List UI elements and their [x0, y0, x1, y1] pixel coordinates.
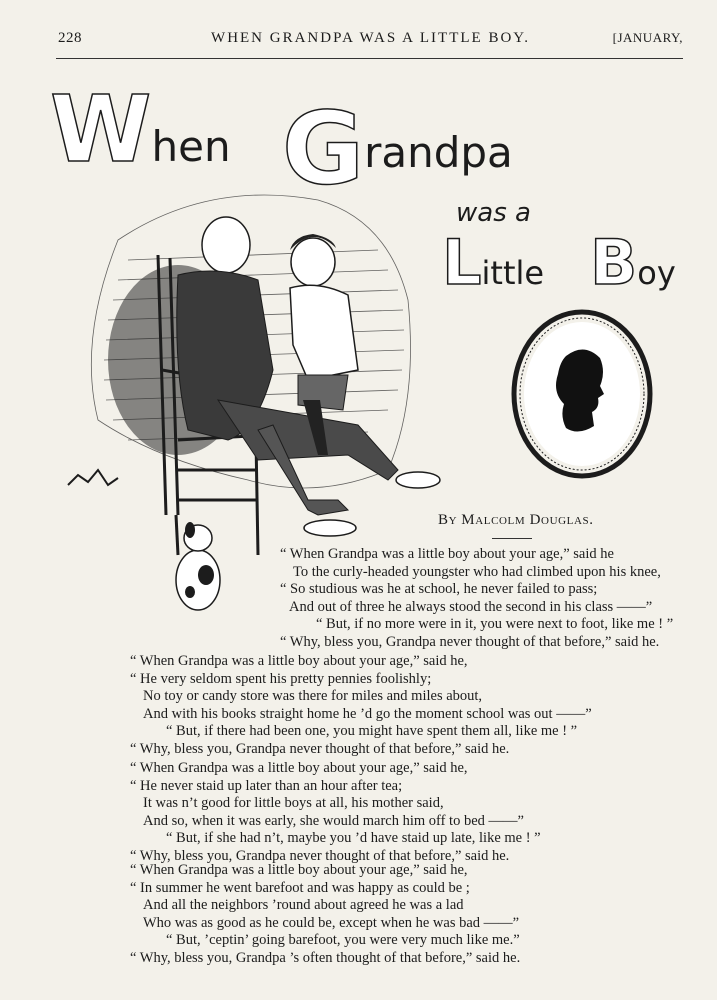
- small-dog: [176, 522, 220, 610]
- poem-line: “ When Grandpa was a little boy about your age,” said he,: [130, 760, 468, 776]
- title-rest-randpa: randpa: [364, 128, 513, 177]
- poem-line: It was n’t good for little boys at all, his mother said,: [143, 795, 444, 811]
- artist-monogram: [68, 470, 118, 485]
- poem-line: And all the neighbors ’round about agreed he was a lad: [143, 897, 464, 913]
- title-rest-oy: oy: [637, 254, 676, 292]
- title-rest-hen: hen: [151, 122, 231, 171]
- title-initial-w: W: [50, 76, 152, 183]
- title-initial-g: G: [282, 90, 365, 207]
- oval-frame-silhouette: [508, 306, 656, 482]
- poem-line: “ When Grandpa was a little boy about your age,” said he,: [130, 862, 468, 878]
- title-word-when: [50, 76, 231, 183]
- title-word-boy: [590, 226, 676, 299]
- poem-line: “ When Grandpa was a little boy about your age,” said he,: [130, 653, 468, 669]
- title-rest-ittle: ittle: [481, 254, 545, 292]
- header-rule: [56, 58, 683, 59]
- page-number: 228: [58, 30, 82, 46]
- poem-line: And with his books straight home he ’d go the moment school was out ——”: [143, 705, 592, 722]
- running-title: WHEN GRANDPA WAS A LITTLE BOY.: [211, 30, 530, 46]
- poem-line: “ But, ’ceptin’ going barefoot, you were very much like me.”: [166, 932, 520, 948]
- byline-author: Malcolm Douglas.: [461, 512, 594, 528]
- byline: [438, 512, 594, 529]
- running-header: [58, 30, 683, 52]
- title-word-little: [442, 226, 544, 299]
- poem-line: “ Why, bless you, Grandpa never thought of that before,” said he.: [130, 847, 510, 864]
- title-initial-b: B: [590, 226, 638, 299]
- poem-line: “ He never staid up later than an hour after tea;: [130, 777, 403, 794]
- poem-line: To the curly-headed youngster who had climbed upon his knee,: [293, 563, 661, 580]
- poem-line: And out of three he always stood the second in his class ——”: [289, 598, 653, 615]
- issue-month: [JANUARY,: [612, 30, 683, 45]
- poem-line: Who was as good as he could be, except when he was bad ——”: [143, 914, 520, 931]
- poem-line: “ So studious was he at school, he never failed to pass;: [280, 581, 598, 597]
- poem-line: “ When Grandpa was a little boy about your age,” said he: [280, 546, 614, 562]
- byline-rule: [492, 538, 532, 539]
- poem-line: “ In summer he went barefoot and was happy as could be ;: [130, 879, 470, 896]
- title-word-was-a: was a: [456, 198, 531, 228]
- title-initial-l: L: [442, 226, 482, 299]
- poem-line: “ But, if no more were in it, you were next to foot, like me ! ”: [316, 616, 674, 632]
- poem-line: “ Why, bless you, Grandpa never thought of that before,” said he.: [280, 633, 660, 650]
- byline-by: By: [438, 512, 458, 528]
- poem-line: “ He very seldom spent his pretty pennies foolishly;: [130, 670, 432, 687]
- poem-line: “ Why, bless you, Grandpa never thought of that before,” said he.: [130, 740, 510, 757]
- poem-line: “ But, if there had been one, you might have spent them all, like me ! ”: [166, 723, 578, 739]
- poem-line: And so, when it was early, she would march him off to bed ——”: [143, 812, 524, 829]
- poem-line: No toy or candy store was there for miles and miles about,: [143, 688, 483, 704]
- poem-line: “ But, if she had n’t, maybe you ’d have staid up late, like me ! ”: [166, 830, 541, 846]
- poem-line: “ Why, bless you, Grandpa ’s often thought of that before,” said he.: [130, 949, 521, 966]
